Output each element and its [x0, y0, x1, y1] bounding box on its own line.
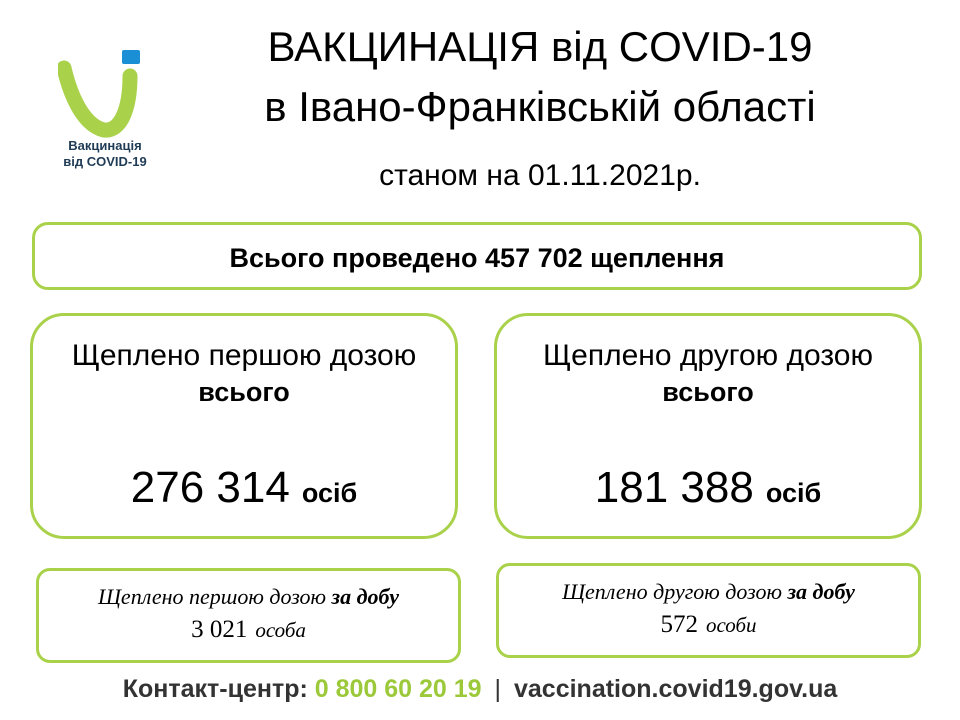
- second-dose-daily-unit: особи: [705, 613, 757, 637]
- page-title-line2: в Івано-Франківській області: [264, 83, 816, 130]
- first-dose-daily-unit: особа: [255, 618, 306, 642]
- contact-center-label: Контакт-центр:: [122, 675, 308, 703]
- vaccination-logo: [40, 40, 170, 180]
- contact-footer: [0, 674, 960, 704]
- footer-separator: |: [494, 675, 502, 703]
- logo-text-line1: Вакцинація: [68, 138, 142, 153]
- second-dose-unit: осіб: [765, 478, 822, 508]
- report-date: станом на 01.11.2021р.: [379, 159, 701, 192]
- first-dose-daily-count: [39, 615, 458, 648]
- page-title-line1: ВАКЦИНАЦІЯ від COVID-19: [267, 23, 813, 70]
- second-dose-daily-suffix: за добу: [787, 579, 855, 604]
- first-dose-total-box: [30, 313, 458, 539]
- first-dose-daily-label: [39, 583, 458, 611]
- first-dose-unit: осіб: [301, 478, 358, 508]
- second-dose-total-box: [494, 313, 922, 539]
- second-dose-daily-label: [499, 578, 918, 606]
- first-dose-daily-suffix: за добу: [331, 584, 399, 609]
- second-dose-count: [497, 464, 919, 522]
- logo-text-line2: від COVID-19: [63, 154, 147, 169]
- second-dose-daily-number: 572: [660, 611, 698, 638]
- first-dose-daily-number: 3 021: [191, 616, 248, 643]
- total-vaccinations-text: Всього проведено 457 702 щеплення: [229, 243, 725, 273]
- total-vaccinations-box: [32, 222, 922, 290]
- second-dose-label: Щеплено другою дозою: [543, 339, 873, 372]
- contact-website: vaccination.covid19.gov.ua: [514, 675, 838, 703]
- first-dose-number: 276 314: [130, 463, 290, 512]
- first-dose-count: [33, 464, 455, 522]
- first-dose-total-label: всього: [198, 377, 290, 407]
- contact-phone: 0 800 60 20 19: [314, 675, 482, 703]
- second-dose-daily-box: [496, 563, 921, 658]
- second-dose-number: 181 388: [594, 463, 754, 512]
- second-dose-total-label: всього: [662, 377, 754, 407]
- second-dose-daily-prefix: Щеплено другою дозою: [562, 579, 782, 604]
- vaccination-logo-icon: [58, 46, 154, 138]
- first-dose-daily-prefix: Щеплено першою дозою: [97, 584, 327, 609]
- first-dose-label: Щеплено першою дозою: [71, 339, 417, 372]
- first-dose-daily-box: [36, 568, 461, 663]
- second-dose-daily-count: [499, 610, 918, 643]
